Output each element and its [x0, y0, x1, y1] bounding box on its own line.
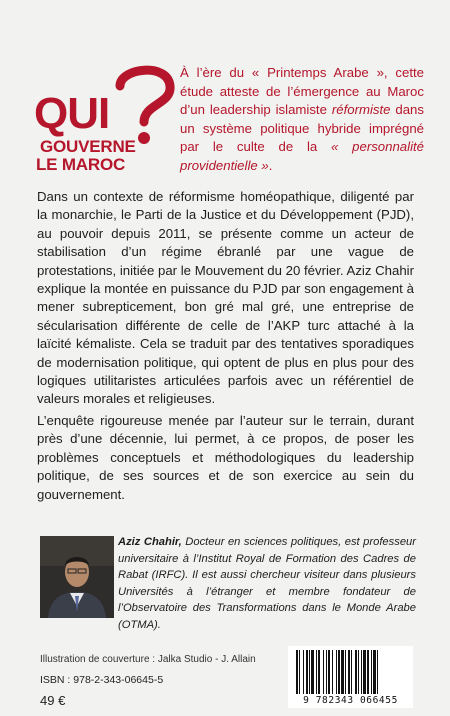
logo: [34, 60, 174, 174]
author-name: Aziz Chahir,: [118, 536, 182, 548]
logo-line2: LE MAROC: [36, 155, 126, 174]
intro-text: [180, 64, 424, 175]
logo-line1: GOUVERNE: [40, 137, 136, 156]
barcode: [288, 646, 413, 708]
body-paragraph-1: Dans un contexte de réformisme homéopathique, diligenté par la monarchie, le Parti de la Justice et du Développement (PJD), au pouvoir depuis 2011, se présente comme un acteur de stabilisation d’un régime ébranlé par une vague de protestations, initiée par le Mouvement du 20 février. Aziz Chahir explique la montée en puissance du PJD par son engagement à mener subrepticement, bon gré mal gré, une entreprise de sécularisation différente de celle de l’AKP turc attaché à la laïcité kémaliste. Cela se traduit par des tentatives sporadiques de modernisation politique, qui optent de plus en plus pour des logiques utilitaristes articulées parfois avec un référentiel de valeurs morales et religieuses.: [37, 189, 414, 407]
intro-emphasis: « personnalité providentielle »: [180, 139, 424, 173]
author-bio-text: Docteur en sciences politiques, est professeur universitaire à l’Institut Royal de Formation des Cadres de Rabat (IRFC). Il est aussi chercheur visiteur dans plusieurs Universités à l’étranger et membre fondateur de l’Observatoire des Transformations dans le Monde Arabe (OTMA).: [118, 536, 417, 631]
cover-credit: Illustration de couverture : Jalka Studio - J. Allain: [40, 654, 256, 665]
barcode-bars: [294, 650, 407, 696]
price: 49 €: [40, 693, 66, 708]
barcode-digits: 9 782343 066455: [303, 695, 398, 706]
isbn: ISBN : 978-2-343-06645-5: [40, 674, 164, 686]
intro-emphasis: réformiste: [331, 102, 391, 117]
intro-part: dans un système politique hybride imprégné par le culte de la: [180, 102, 424, 154]
author-photo: [40, 536, 114, 618]
question-mark-logo: [110, 60, 178, 146]
intro-part: À l’ère du « Printemps Arabe », cette étude atteste de l’émergence au Maroc d’un leadership islamiste: [180, 65, 424, 117]
logo-word: QUI: [34, 89, 110, 138]
author-bio: [118, 534, 416, 634]
body-paragraph-2: L’enquête rigoureuse menée par l’auteur sur le terrain, durant près d’une décennie, lui permet, à ce propos, de poser les problèmes conceptuels et méthodologiques du leadership politique, de ses sources et de son exercice au sein du gouvernement.: [37, 413, 414, 502]
intro-part: .: [268, 157, 273, 173]
